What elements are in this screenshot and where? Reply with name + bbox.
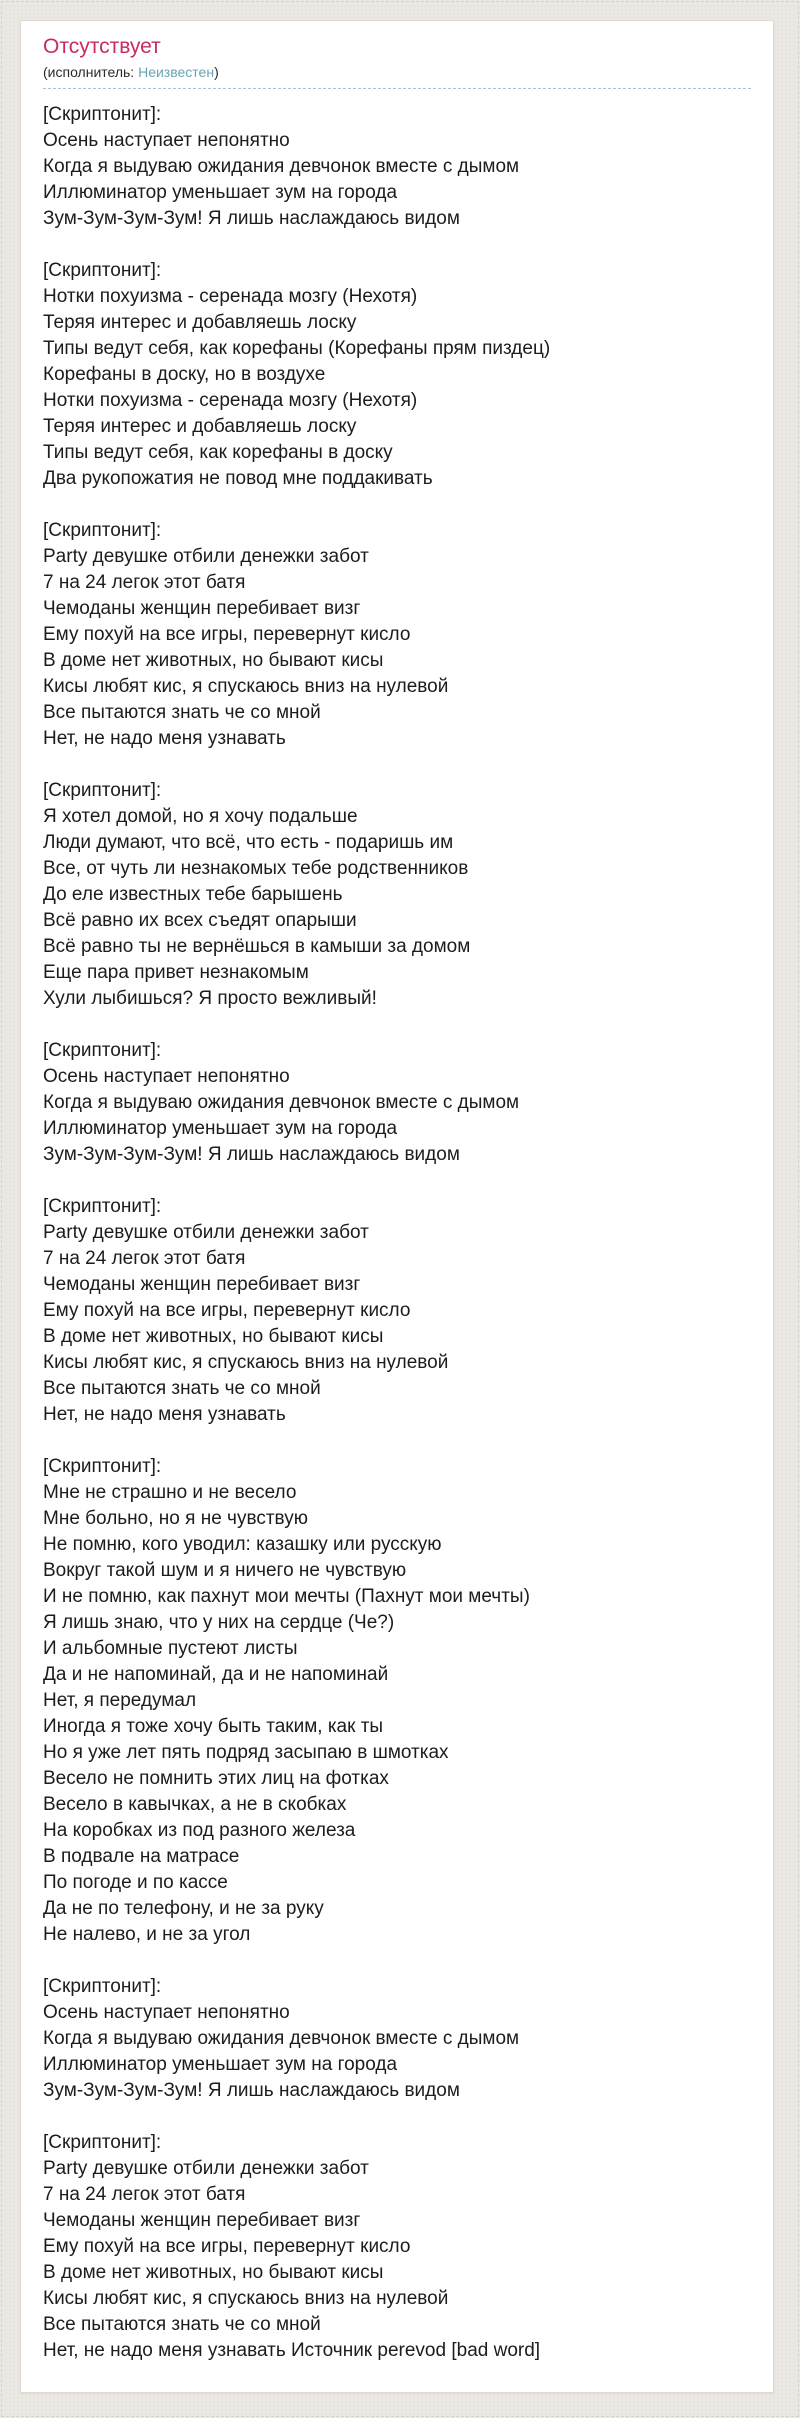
lyrics-line: Нотки похуизма - серенада мозгу (Нехотя): [43, 286, 418, 307]
lyrics-line: Всё равно ты не вернёшься в камыши за домом: [43, 936, 471, 957]
lyrics-line: Все, от чуть ли незнакомых тебе родственников: [43, 858, 469, 879]
lyrics-line: Party девушке отбили денежки забот: [43, 2158, 369, 2179]
lyrics-line: 7 на 24 легок этот батя: [43, 1248, 246, 1269]
lyrics-verse: [43, 1194, 751, 1428]
lyrics-text: [43, 102, 751, 2364]
lyrics-line: Ему похуй на все игры, перевернут кисло: [43, 1300, 411, 1321]
lyrics-line: Ему похуй на все игры, перевернут кисло: [43, 624, 411, 645]
lyrics-verse: [43, 1454, 751, 1948]
lyrics-verse: [43, 258, 751, 492]
lyrics-line: 7 на 24 легок этот батя: [43, 572, 246, 593]
lyrics-line: Иллюминатор уменьшает зум на города: [43, 2054, 398, 2075]
lyrics-line: Осень наступает непонятно: [43, 1066, 290, 1087]
lyrics-line: Весело в кавычках, а не в скобках: [43, 1794, 347, 1815]
lyrics-line: Весело не помнить этих лиц на фотках: [43, 1768, 389, 1789]
lyrics-line: Чемоданы женщин перебивает визг: [43, 2210, 361, 2231]
lyrics-line: Я хотел домой, но я хочу подальше: [43, 806, 358, 827]
lyrics-card: [20, 20, 774, 2393]
lyrics-line: Нет, не надо меня узнавать: [43, 728, 286, 749]
lyrics-line: Когда я выдуваю ожидания девчонок вместе с дымом: [43, 1092, 520, 1113]
lyrics-line: Но я уже лет пять подряд засыпаю в шмотках: [43, 1742, 449, 1763]
lyrics-line: Нет, не надо меня узнавать Источник perevod [bad word]: [43, 2340, 541, 2361]
lyrics-line: Типы ведут себя, как корефаны в доску: [43, 442, 393, 463]
lyrics-line: Зум-Зум-Зум-Зум! Я лишь наслаждаюсь видом: [43, 208, 460, 229]
lyrics-line: Нет, не надо меня узнавать: [43, 1404, 286, 1425]
lyrics-verse: [43, 1038, 751, 1168]
lyrics-line: [Скриптонит]:: [43, 260, 162, 281]
lyrics-line: Все пытаются знать че со мной: [43, 1378, 321, 1399]
lyrics-line: Нотки похуизма - серенада мозгу (Нехотя): [43, 390, 418, 411]
lyrics-line: Да и не напоминай, да и не напоминай: [43, 1664, 389, 1685]
lyrics-line: [Скриптонит]:: [43, 104, 162, 125]
lyrics-line: Зум-Зум-Зум-Зум! Я лишь наслаждаюсь видом: [43, 1144, 460, 1165]
lyrics-line: Теряя интерес и добавляешь лоску: [43, 312, 357, 333]
lyrics-line: Party девушке отбили денежки забот: [43, 1222, 369, 1243]
lyrics-line: Кисы любят кис, я спускаюсь вниз на нулевой: [43, 1352, 449, 1373]
lyrics-verse: [43, 102, 751, 232]
artist-link[interactable]: Неизвестен: [138, 64, 215, 80]
lyrics-line: [Скриптонит]:: [43, 1040, 162, 1061]
lyrics-line: [Скриптонит]:: [43, 1456, 162, 1477]
lyrics-line: [Скриптонит]:: [43, 780, 162, 801]
lyrics-verse: [43, 518, 751, 752]
artist-label-prefix: (исполнитель:: [43, 64, 139, 80]
lyrics-line: Чемоданы женщин перебивает визг: [43, 598, 361, 619]
lyrics-verse: [43, 2130, 751, 2364]
lyrics-line: Осень наступает непонятно: [43, 2002, 290, 2023]
lyrics-line: Я лишь знаю, что у них на сердце (Че?): [43, 1612, 395, 1633]
lyrics-line: На коробках из под разного железа: [43, 1820, 356, 1841]
lyrics-line: До еле известных тебе барышень: [43, 884, 343, 905]
lyrics-line: Ему похуй на все игры, перевернут кисло: [43, 2236, 411, 2257]
lyrics-line: Вокруг такой шум и я ничего не чувствую: [43, 1560, 407, 1581]
lyrics-line: Иллюминатор уменьшает зум на города: [43, 182, 398, 203]
lyrics-line: Party девушке отбили денежки забот: [43, 546, 369, 567]
lyrics-line: Теряя интерес и добавляешь лоску: [43, 416, 357, 437]
lyrics-verse: [43, 778, 751, 1012]
artist-label-suffix: ): [214, 64, 219, 80]
lyrics-line: И не помню, как пахнут мои мечты (Пахнут мои мечты): [43, 1586, 530, 1607]
lyrics-line: В доме нет животных, но бывают кисы: [43, 2262, 384, 2283]
artist-line: [43, 63, 751, 89]
lyrics-line: В доме нет животных, но бывают кисы: [43, 650, 384, 671]
lyrics-line: [Скриптонит]:: [43, 520, 162, 541]
lyrics-line: Да не по телефону, и не за руку: [43, 1898, 324, 1919]
lyrics-line: Типы ведут себя, как корефаны (Корефаны прям пиздец): [43, 338, 551, 359]
lyrics-line: 7 на 24 легок этот батя: [43, 2184, 246, 2205]
lyrics-line: [Скриптонит]:: [43, 2132, 162, 2153]
lyrics-line: Не налево, и не за угол: [43, 1924, 251, 1945]
lyrics-line: В доме нет животных, но бывают кисы: [43, 1326, 384, 1347]
lyrics-line: Не помню, кого уводил: казашку или русскую: [43, 1534, 442, 1555]
lyrics-line: Иногда я тоже хочу быть таким, как ты: [43, 1716, 384, 1737]
lyrics-line: Хули лыбишься? Я просто вежливый!: [43, 988, 377, 1009]
lyrics-line: Два рукопожатия не повод мне поддакивать: [43, 468, 433, 489]
lyrics-line: Мне не страшно и не весело: [43, 1482, 297, 1503]
lyrics-line: Еще пара привет незнакомым: [43, 962, 309, 983]
lyrics-line: Все пытаются знать че со мной: [43, 2314, 321, 2335]
lyrics-line: [Скриптонит]:: [43, 1976, 162, 1997]
lyrics-line: По погоде и по кассе: [43, 1872, 228, 1893]
lyrics-line: Корефаны в доску, но в воздухе: [43, 364, 326, 385]
lyrics-line: И альбомные пустеют листы: [43, 1638, 298, 1659]
lyrics-line: Люди думают, что всё, что есть - подаришь им: [43, 832, 454, 853]
lyrics-line: Иллюминатор уменьшает зум на города: [43, 1118, 398, 1139]
lyrics-line: Кисы любят кис, я спускаюсь вниз на нулевой: [43, 676, 449, 697]
lyrics-line: Осень наступает непонятно: [43, 130, 290, 151]
lyrics-line: Чемоданы женщин перебивает визг: [43, 1274, 361, 1295]
lyrics-line: Когда я выдуваю ожидания девчонок вместе с дымом: [43, 156, 520, 177]
page-title: Отсутствует: [43, 35, 161, 58]
lyrics-line: Кисы любят кис, я спускаюсь вниз на нулевой: [43, 2288, 449, 2309]
lyrics-line: [Скриптонит]:: [43, 1196, 162, 1217]
lyrics-verse: [43, 1974, 751, 2104]
lyrics-line: Когда я выдуваю ожидания девчонок вместе с дымом: [43, 2028, 520, 2049]
lyrics-line: В подвале на матрасе: [43, 1846, 240, 1867]
lyrics-line: Зум-Зум-Зум-Зум! Я лишь наслаждаюсь видом: [43, 2080, 460, 2101]
lyrics-line: Всё равно их всех съедят опарыши: [43, 910, 357, 931]
lyrics-line: Все пытаются знать че со мной: [43, 702, 321, 723]
lyrics-line: Мне больно, но я не чувствую: [43, 1508, 308, 1529]
lyrics-line: Нет, я передумал: [43, 1690, 197, 1711]
